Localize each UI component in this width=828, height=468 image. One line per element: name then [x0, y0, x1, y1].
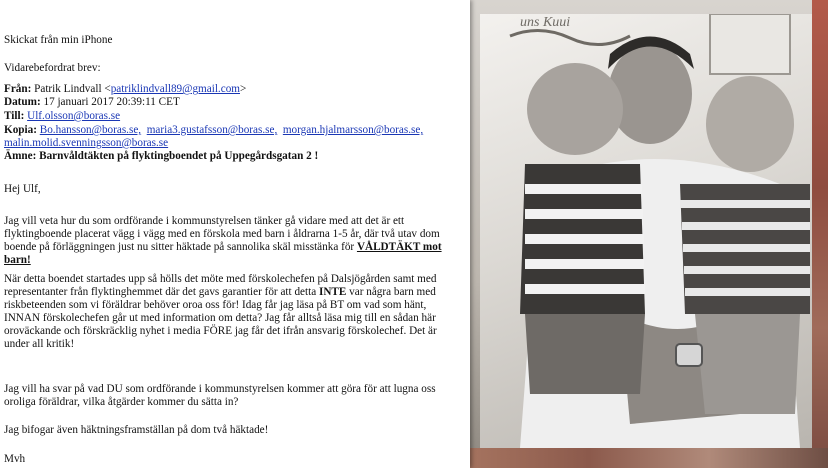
from-email-link[interactable]: patriklindvall89@gmail.com	[110, 83, 240, 95]
family-photo	[480, 14, 812, 448]
closing: Mvh	[4, 453, 26, 465]
paragraph-4: Jag bifogar även häktningsframställan på dom två häktade!	[4, 424, 269, 436]
greeting: Hej Ulf,	[4, 183, 41, 195]
paragraph-2	[4, 273, 462, 351]
subject-value: Barnvåldtäkten på flyktingboendet på Uppegårdsgatan 2 !	[39, 150, 319, 162]
to-email-link[interactable]: Ulf.olsson@boras.se	[27, 110, 121, 122]
cc-email-link[interactable]: Bo.hansson@boras.se,	[39, 124, 142, 136]
child-left-head	[527, 63, 623, 155]
cc-label: Kopia:	[4, 124, 37, 136]
from-row: Från: Patrik Lindvall <patriklindvall89@gmail.com>	[4, 83, 247, 95]
date-label: Datum:	[4, 96, 41, 108]
paragraph-3: Jag vill ha svar på vad DU som ordförande i kommunstyrelsen kommer att göra för att lugna oss oroliga föräldrar, vilka åtgärder kommer du sätta in?	[4, 383, 436, 408]
background-strip-right	[812, 0, 828, 468]
child-right-pants	[695, 314, 800, 414]
from-label: Från:	[4, 83, 32, 95]
child-left-pants	[525, 314, 645, 394]
sent-from-line: Skickat från min iPhone	[4, 34, 113, 46]
wall-ornament	[510, 30, 630, 44]
photo-illustration	[480, 14, 812, 448]
paragraph-2-text-b: var några barn med riskbeteenden som vi föräldrar behöver oroa oss för! Idag får jag läsa på BT om vad som hänt, INNAN förskolechefen går ut med information om detta? Jag får alltså läsa mig till en sådan här oroväckande och förskräcklig nyhet i media FÖRE jag får det ifrån ansvarig förskolechef. Det är under all kritik!	[4, 286, 437, 350]
paragraph-2-text-a: När detta boendet startades upp så hölls det möte med förskolechefen på Dalsjögården samt med representanter från flyktinghemmet där det gavs garantier för att detta	[4, 273, 437, 298]
subject-label: Ämne:	[4, 150, 37, 162]
paragraph-1	[4, 215, 462, 267]
date-row	[4, 96, 180, 109]
subject-row	[4, 150, 318, 163]
forwarded-line: Vidarebefordrat brev:	[4, 62, 101, 74]
child-right-head	[706, 76, 794, 172]
paragraph-1-text: Jag vill veta hur du som ordförande i kommunstyrelsen tänker gå vidare med att det är ett flyktingboende placerat vägg i vägg med en förskola med barn i åldrarna 1-5 år, där två utav dom boende på förläggningen just nu sitter häktade på sannolika skäl misstänka för	[4, 215, 440, 253]
cc-email-link[interactable]: maria3.gustafsson@boras.se,	[146, 124, 278, 136]
cc-email-link[interactable]: malin.molid.svenningsson@boras.se	[4, 137, 169, 149]
cc-row	[4, 124, 423, 137]
to-label: Till:	[4, 110, 25, 122]
cc-email-link[interactable]: morgan.hjalmarsson@boras.se,	[282, 124, 424, 136]
wall-text: uns Kuui	[520, 15, 571, 30]
to-row	[4, 110, 120, 123]
background-strip-bottom	[470, 448, 828, 468]
paragraph-2-emphasis: INTE	[318, 286, 347, 298]
wristwatch	[676, 344, 702, 366]
from-name: Patrik Lindvall	[34, 83, 102, 95]
cc-row-continued	[4, 137, 168, 150]
man-head	[608, 44, 692, 144]
date-value: 17 januari 2017 20:39:11 CET	[43, 96, 180, 108]
paragraph-1-emphasis: VÅLDTÄKT mot barn!	[4, 241, 442, 266]
wall-frame	[710, 14, 790, 74]
